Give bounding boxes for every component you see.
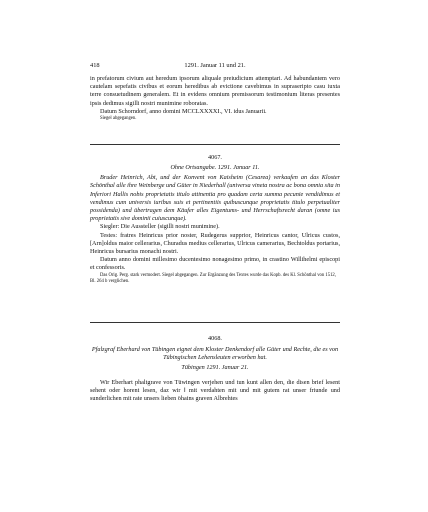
section-divider (90, 144, 340, 145)
document-number: 4068. (208, 335, 222, 342)
document-4067 (90, 164, 340, 286)
place-date-heading: Ohne Ortsangabe. 1291. Januar 11. (170, 164, 260, 171)
page-number: 418 (90, 62, 100, 69)
document-number: 4067. (208, 154, 222, 161)
source-note: Das Orig. Perg. stark vermodert. Siegel abgegangen. Zur Ergänzung des Textes wurde das Kopb. des Kl. Schönthal von 1512, Bl. 264 b verglichen. (90, 272, 336, 285)
continued-paragraph: in prefatorum civium aut heredum ipsorum aliquale preiudicium attemptari. Ad habundantem vero cautelam sepefatis civibus et eorum heredibus ab evictione cavebimus in supraseripto casu iuxta terre consuetudinem generalem. Et in evidens omnium premissorum testimonium literas presentes ipsis dedimus sigilli nostri munimine roboratas. (90, 75, 340, 107)
seal-note: Siegel abgegangen. (100, 116, 137, 122)
witness-list: Testes: fratres Heinricus prior noster, Rudegerus supprior, Heinricus cantor, Ulricus custos, [Arn]oldus maior cellerarius, Churadus medius cellerarius, Ulricus camerarius, Bechtoldus portarius, Heinricus bursarius monachi nostri. (90, 231, 341, 256)
running-head-title: 1291. Januar 11 und 21. (184, 62, 246, 69)
dating-clause: Datum anno domini millesimo ducentesimo nonagesimo primo, in crastino Willihelmi episcopi et confessoris. (90, 256, 340, 272)
document-4068 (90, 346, 340, 403)
continued-text-section (90, 75, 340, 123)
section-divider (90, 322, 340, 323)
regest-summary: Pfalzgraf Eberhard von Tübingen eignet dem Kloster Denkendorf alle Güter und Rechte, die es von Tübingischen Lehensleuten erworben hat. (91, 346, 339, 362)
sealer-line: Siegler: Die Aussteller (sigilli nostri munimine). (100, 223, 220, 231)
place-date-heading: Tübingen 1291. Januar 21. (181, 364, 249, 372)
regest-summary: Bruder Heinrich, Abt, und der Konvent von Kaisheim (Cesarea) verkaufen an das Kloster Schönthal alle ihre Weinberge und Güter in Niederhall (universa vineta nostra ac bona omnia sita in Inferiori Hallis nobis proprietatis titulo attinentia pro quadam certa summa pecunie vendidimus et vendimus cum universis iuribus suis et pertinentiis quibuscunque proprietatis titulo perpetualiter possidenda) und übertragen dem Käufer alles Eigentums- und Herrschaftsrecht daran (omne ius proprietatis sive dominii cuiuscunque). (90, 174, 340, 223)
charter-text: Wir Eberhart phaltgrave von Tüwingen verjehen und tun kunt allen den, die disen brief lesent sehent oder horent lesen, daz wir ‖ mit verdahten mit und mit gutem rat unser friunde und sunderlichen mit rate unsers lieben öhains graven Albrehtes (90, 378, 340, 403)
running-head (90, 61, 340, 71)
dating-clause: Datum Schorndorf, anno domini MCCLXXXXI., VI. idus Januarii. (100, 107, 267, 115)
